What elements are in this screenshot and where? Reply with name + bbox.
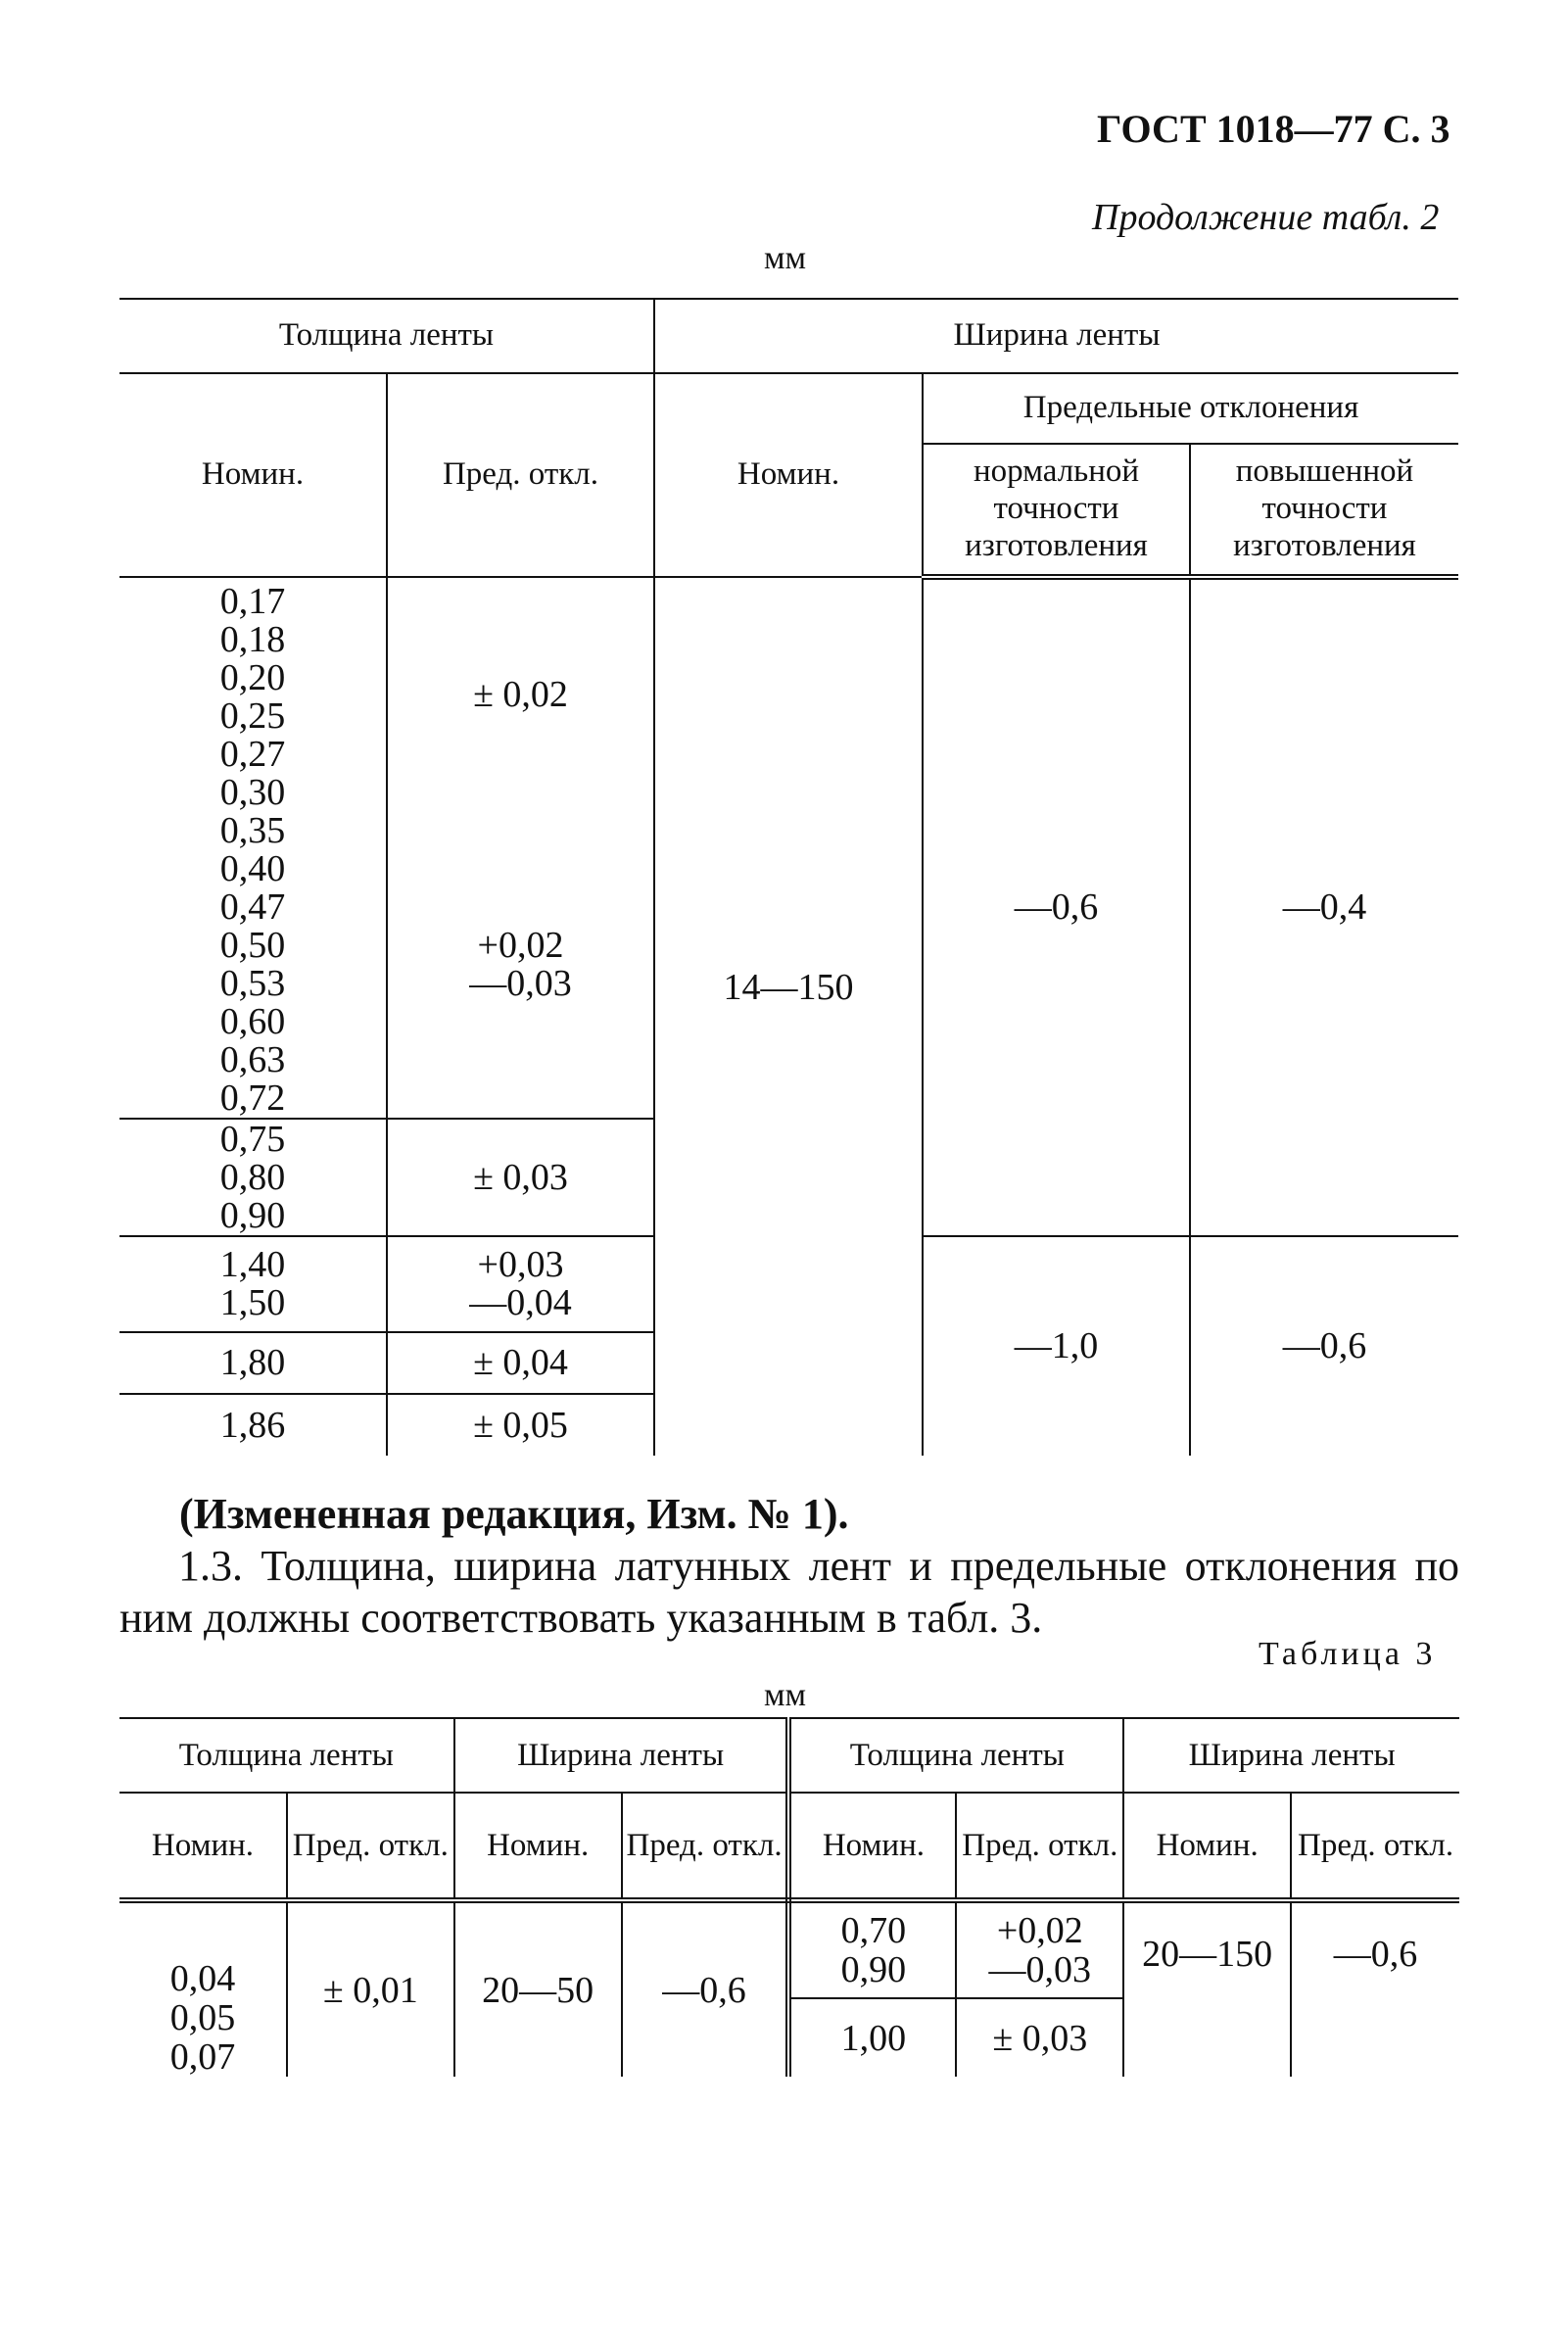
normal-accuracy-group-a: —0,6 <box>923 577 1190 1236</box>
t3-right-width-header: Ширина ленты <box>1123 1718 1459 1793</box>
deviation-group-4: +0,03 —0,04 <box>387 1236 654 1332</box>
t3-right-width-nom: Номин. <box>1123 1793 1291 1900</box>
deviation-group-2: +0,02 —0,03 <box>387 812 654 1119</box>
t3-left-width-nom: Номин. <box>454 1793 622 1900</box>
t3-left-width-values: 20—50 <box>454 1900 622 2077</box>
table-continuation-label: Продолжение табл. 2 <box>1092 197 1440 238</box>
limit-deviation-header: Предельные отклонения <box>923 373 1458 444</box>
thickness-dev-header: Пред. откл. <box>387 373 654 577</box>
table-3-caption: Таблица 3 <box>1259 1636 1437 1672</box>
thickness-group-3: 0,75 0,80 0,90 <box>119 1119 387 1236</box>
t3-left-width-dev: Пред. откл. <box>622 1793 789 1900</box>
t3-right-width-values: 20—150 <box>1123 1900 1291 2077</box>
t3-right-thickness-deviation-a: +0,02 —0,03 <box>956 1900 1123 1998</box>
t3-right-thickness-header: Толщина ленты <box>788 1718 1123 1793</box>
thickness-group-1: 0,17 0,18 0,20 0,25 0,27 0,30 <box>119 577 387 812</box>
unit-label: мм <box>764 240 807 276</box>
width-nominal: 14—150 <box>654 577 923 1456</box>
normal-accuracy-group-b: —1,0 <box>923 1236 1190 1456</box>
thickness-group-6: 1,86 <box>119 1394 387 1456</box>
thickness-group-4: 1,40 1,50 <box>119 1236 387 1332</box>
thickness-group-5: 1,80 <box>119 1332 387 1394</box>
t3-right-thickness-dev: Пред. откл. <box>956 1793 1123 1900</box>
t3-right-thickness-deviation-b: ± 0,03 <box>956 1998 1123 2077</box>
t3-left-thickness-header: Толщина ленты <box>119 1718 454 1793</box>
unit-label-2: мм <box>764 1677 807 1713</box>
width-header: Ширина ленты <box>654 299 1458 373</box>
t3-right-thickness-nom: Номин. <box>788 1793 956 1900</box>
width-nom-header: Номин. <box>654 373 923 577</box>
deviation-group-3: ± 0,03 <box>387 1119 654 1236</box>
thickness-group-2: 0,35 0,40 0,47 0,50 0,53 0,60 0,63 0,72 <box>119 812 387 1119</box>
t3-right-width-deviation: —0,6 <box>1291 1900 1459 2077</box>
high-accuracy-group-a: —0,4 <box>1190 577 1458 1236</box>
table-2 <box>119 298 1458 1456</box>
t3-left-thickness-values: 0,04 0,05 0,07 <box>119 1900 287 2077</box>
deviation-group-1: ± 0,02 <box>387 577 654 812</box>
table-3 <box>119 1717 1459 2077</box>
t3-right-thickness-values-b: 1,00 <box>788 1998 956 2077</box>
t3-left-thickness-dev: Пред. откл. <box>287 1793 454 1900</box>
high-accuracy-group-b: —0,6 <box>1190 1236 1458 1456</box>
thickness-nom-header: Номин. <box>119 373 387 577</box>
page-header: ГОСТ 1018—77 С. 3 <box>1097 107 1450 151</box>
t3-left-thickness-deviation: ± 0,01 <box>287 1900 454 2077</box>
t3-right-width-dev: Пред. откл. <box>1291 1793 1459 1900</box>
t3-left-thickness-nom: Номин. <box>119 1793 287 1900</box>
thickness-header: Толщина ленты <box>119 299 654 373</box>
paragraph-1-3 <box>119 1540 1459 1644</box>
amendment-note: (Измененная редакция, Изм. № 1). <box>179 1490 849 1538</box>
t3-right-thickness-values-a: 0,70 0,90 <box>788 1900 956 1998</box>
high-accuracy-header: повышенной точности изготовления <box>1190 444 1458 577</box>
deviation-group-5: ± 0,04 <box>387 1332 654 1394</box>
deviation-group-6: ± 0,05 <box>387 1394 654 1456</box>
paragraph-text: 1.3. Толщина, ширина латунных лент и предельные отклонения по ним должны соответствовать указанным в табл. 3. <box>119 1542 1459 1642</box>
normal-accuracy-header: нормальной точности изготовления <box>923 444 1190 577</box>
t3-left-width-deviation: —0,6 <box>622 1900 789 2077</box>
t3-left-width-header: Ширина ленты <box>454 1718 789 1793</box>
